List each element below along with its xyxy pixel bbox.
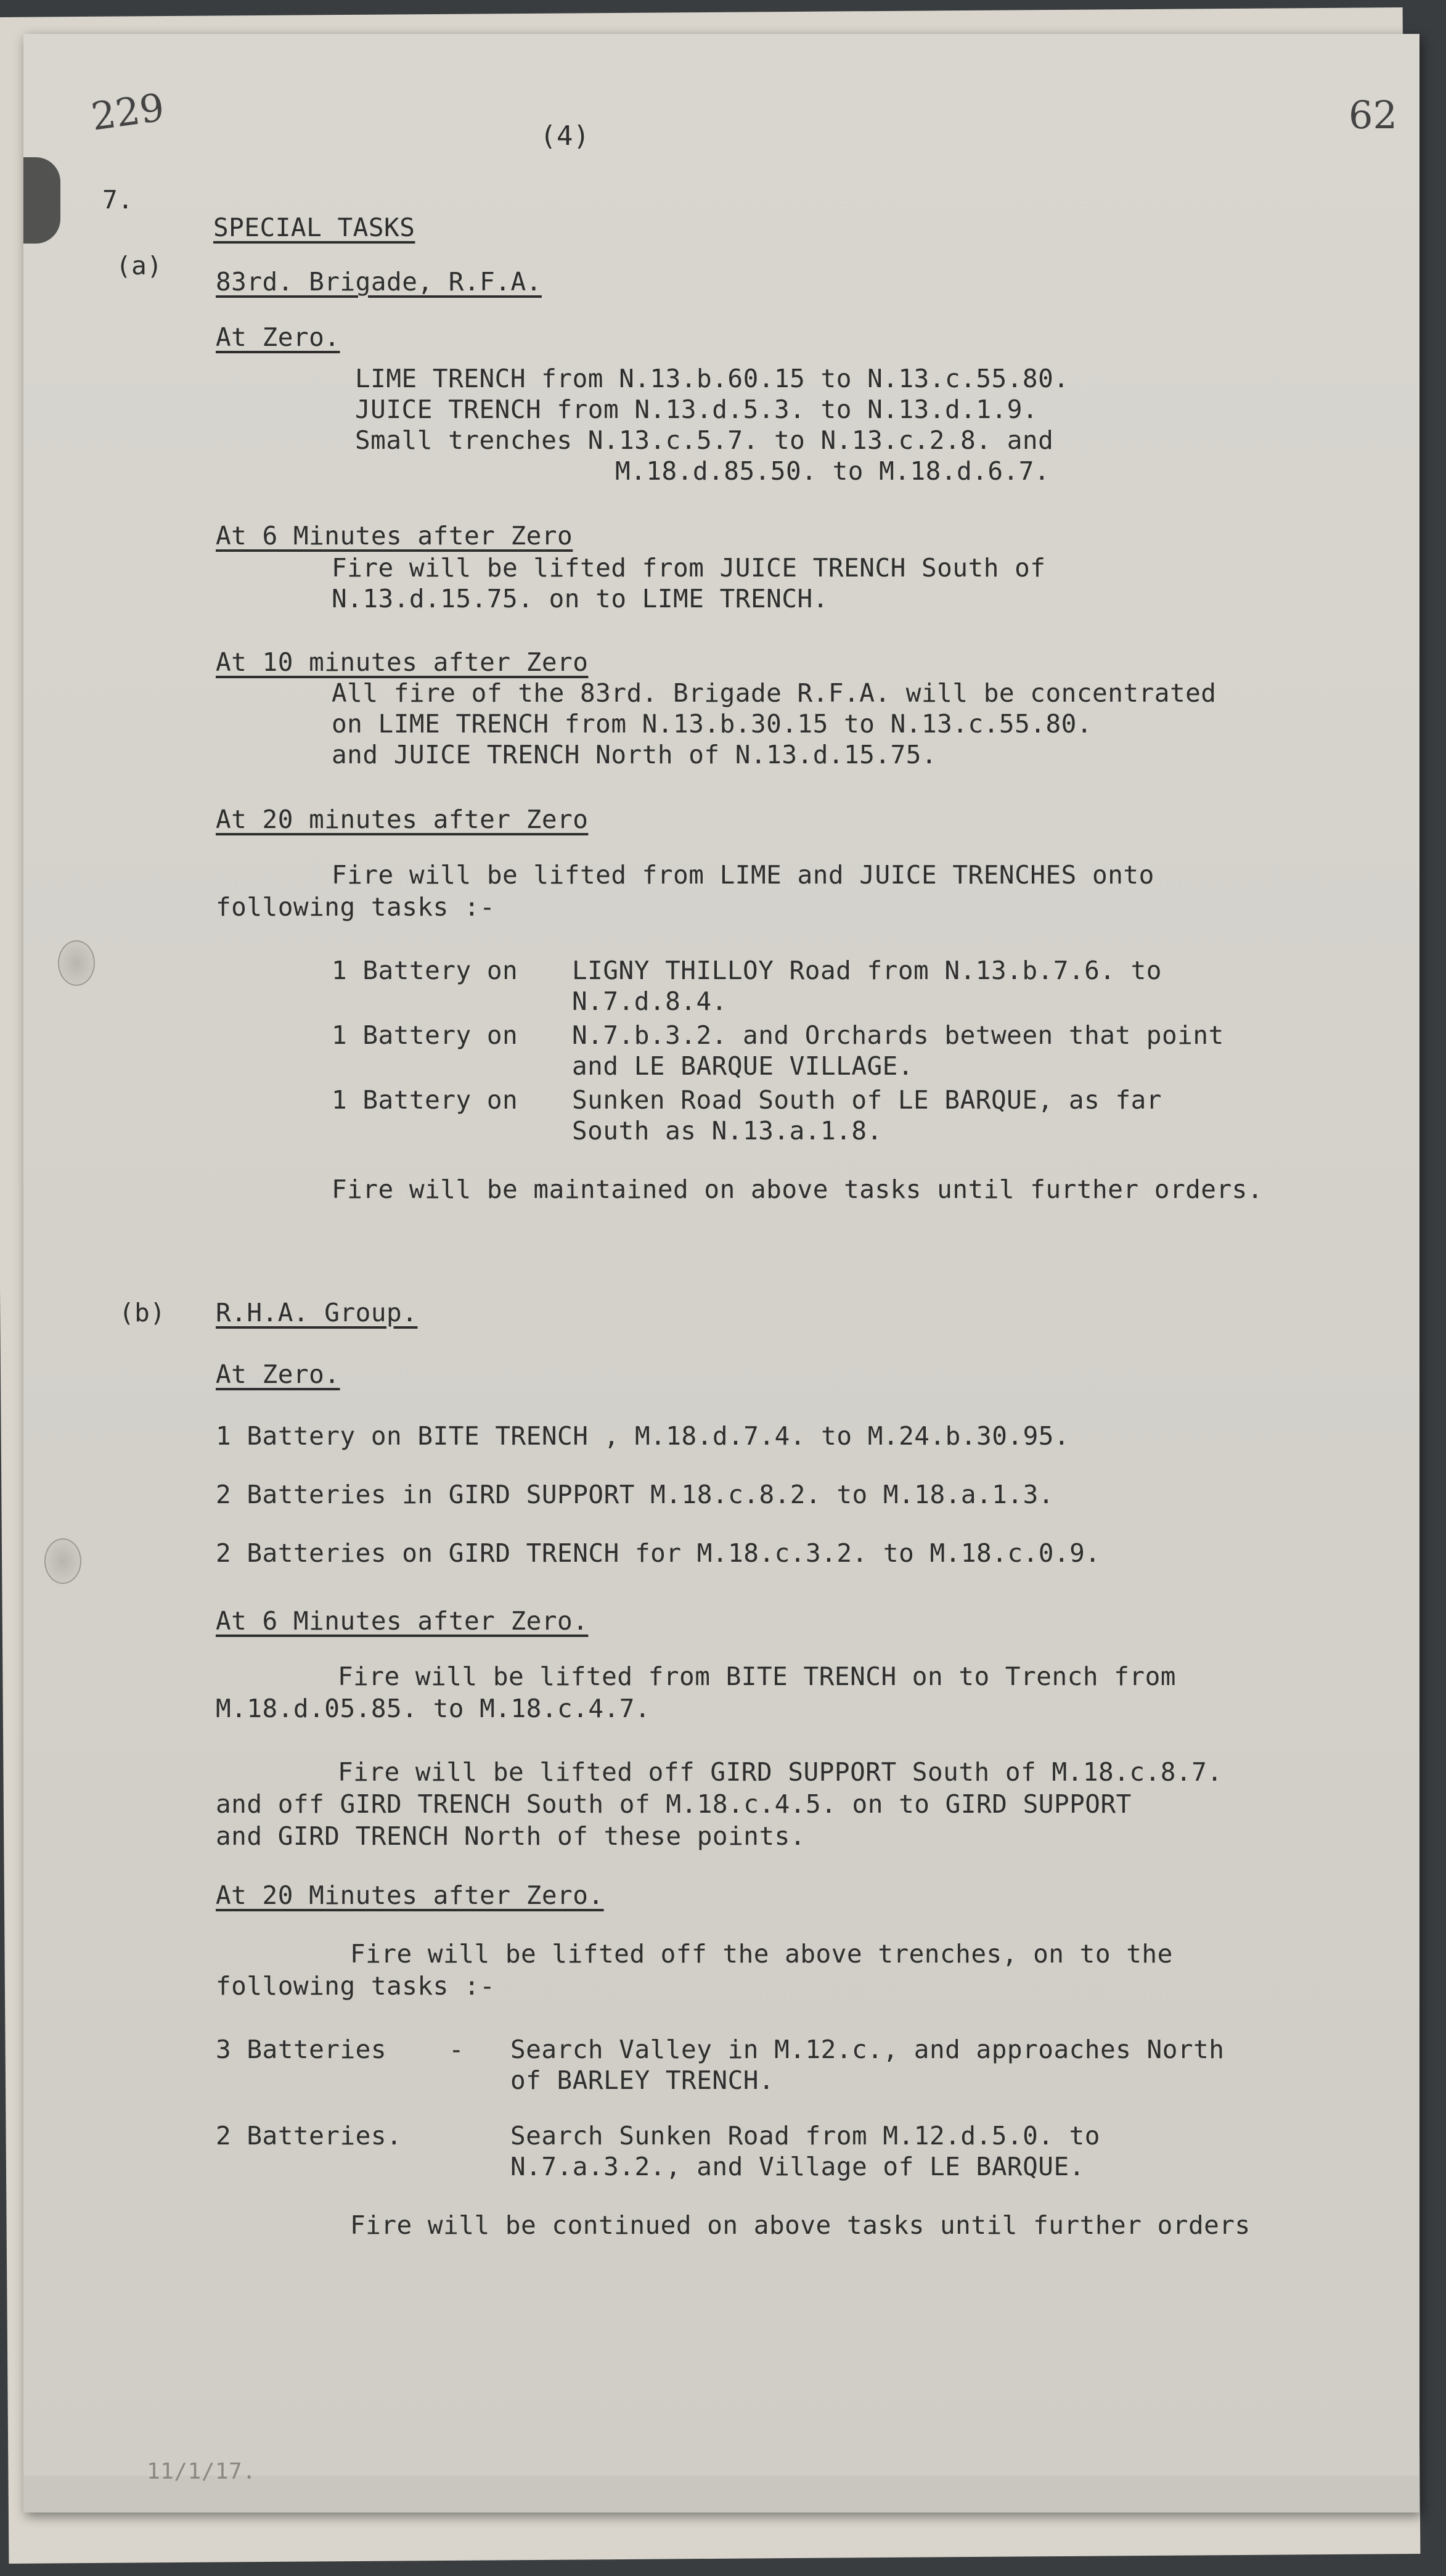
a-six-line-2: N.13.d.15.75. on to LIME TRENCH.: [332, 584, 828, 613]
document-page: [23, 34, 1419, 2512]
a-task-3-text-2: South as N.13.a.1.8.: [572, 1116, 883, 1146]
a-zero-line-2: JUICE TRENCH from N.13.d.5.3. to N.13.d.1.9.: [355, 395, 1039, 424]
a-task-2-unit: 1 Battery on: [332, 1020, 518, 1050]
a-task-2-text-1: N.7.b.3.2. and Orchards between that point: [572, 1020, 1224, 1050]
b-task-1-unit: 3 Batteries: [216, 2035, 387, 2064]
b-twenty-intro-2: following tasks :-: [216, 1971, 496, 2001]
b-six-p1-line-2: M.18.d.05.85. to M.18.c.4.7.: [216, 1694, 651, 1723]
part-a-label: (a): [116, 251, 163, 281]
b-six-p2-line-1: Fire will be lifted off GIRD SUPPORT South of M.18.c.8.7.: [338, 1757, 1223, 1787]
b-zero-line-3: 2 Batteries on GIRD TRENCH for M.18.c.3.2. to M.18.c.0.9.: [216, 1538, 1101, 1568]
b-twenty-intro-1: Fire will be lifted off the above trenches, on to the: [350, 1939, 1173, 1969]
a-twenty-intro-1: Fire will be lifted from LIME and JUICE TRENCHES onto: [332, 860, 1154, 890]
a-task-3-unit: 1 Battery on: [332, 1085, 518, 1115]
section-title: SPECIAL TASKS: [213, 213, 415, 242]
part-a-heading: 83rd. Brigade, R.F.A.: [216, 267, 542, 297]
footer-partial-date: 11/1/17.: [147, 2459, 256, 2484]
part-b-label: (b): [119, 1298, 166, 1327]
ref-number-right: 62: [1349, 92, 1397, 137]
a-task-1-text-2: N.7.d.8.4.: [572, 987, 727, 1016]
b-six-p2-line-2: and off GIRD TRENCH South of M.18.c.4.5. on to GIRD SUPPORT: [216, 1789, 1132, 1819]
a-six-min-heading: At 6 Minutes after Zero: [216, 521, 573, 551]
a-ten-line-1: All fire of the 83rd. Brigade R.F.A. will be concentrated: [332, 678, 1217, 708]
b-zero-line-1: 1 Battery on BITE TRENCH , M.18.d.7.4. to M.24.b.30.95.: [216, 1421, 1070, 1451]
a-twenty-min-heading: At 20 minutes after Zero: [216, 805, 589, 834]
b-task-1-text-2: of BARLEY TRENCH.: [510, 2065, 775, 2095]
ref-number-left: 229: [88, 84, 167, 139]
part-b-heading: R.H.A. Group.: [216, 1298, 418, 1327]
b-closing: Fire will be continued on above tasks until further orders: [350, 2210, 1251, 2240]
a-task-1-unit: 1 Battery on: [332, 956, 518, 985]
punch-hole-bottom: [44, 1538, 81, 1584]
a-at-zero-heading: At Zero.: [216, 322, 340, 352]
a-ten-min-heading: At 10 minutes after Zero: [216, 647, 589, 677]
a-six-line-1: Fire will be lifted from JUICE TRENCH South of: [332, 553, 1046, 583]
a-task-1-text-1: LIGNY THILLOY Road from N.13.b.7.6. to: [572, 956, 1162, 985]
b-task-1-text-1: Search Valley in M.12.c., and approaches North: [510, 2035, 1225, 2064]
b-twenty-min-heading: At 20 Minutes after Zero.: [216, 1881, 604, 1910]
b-six-min-heading: At 6 Minutes after Zero.: [216, 1606, 589, 1636]
b-at-zero-heading: At Zero.: [216, 1360, 340, 1389]
b-zero-line-2: 2 Batteries in GIRD SUPPORT M.18.c.8.2. to M.18.a.1.3.: [216, 1480, 1054, 1509]
section-number: 7.: [102, 185, 134, 215]
b-task-2-text-2: N.7.a.3.2., and Village of LE BARQUE.: [510, 2152, 1085, 2181]
ink-stain: [23, 157, 60, 244]
a-ten-line-3: and JUICE TRENCH North of N.13.d.15.75.: [332, 740, 937, 769]
page-number: (4): [540, 120, 590, 152]
b-task-2-text-1: Search Sunken Road from M.12.d.5.0. to: [510, 2121, 1100, 2151]
a-closing: Fire will be maintained on above tasks until further orders.: [332, 1175, 1264, 1204]
a-task-3-text-1: Sunken Road South of LE BARQUE, as far: [572, 1085, 1162, 1115]
b-task-1-dash: -: [449, 2035, 465, 2064]
a-ten-line-2: on LIME TRENCH from N.13.b.30.15 to N.13.c.55.80.: [332, 709, 1093, 739]
a-zero-line-4: M.18.d.85.50. to M.18.d.6.7.: [615, 456, 1050, 486]
a-task-2-text-2: and LE BARQUE VILLAGE.: [572, 1051, 914, 1081]
a-zero-line-1: LIME TRENCH from N.13.b.60.15 to N.13.c.55.80.: [355, 364, 1069, 393]
a-zero-line-3: Small trenches N.13.c.5.7. to N.13.c.2.8. and: [355, 425, 1054, 455]
b-six-p2-line-3: and GIRD TRENCH North of these points.: [216, 1821, 806, 1851]
a-twenty-intro-2: following tasks :-: [216, 892, 496, 922]
b-task-2-unit: 2 Batteries.: [216, 2121, 402, 2151]
b-six-p1-line-1: Fire will be lifted from BITE TRENCH on to Trench from: [338, 1662, 1176, 1691]
punch-hole-top: [58, 940, 95, 986]
